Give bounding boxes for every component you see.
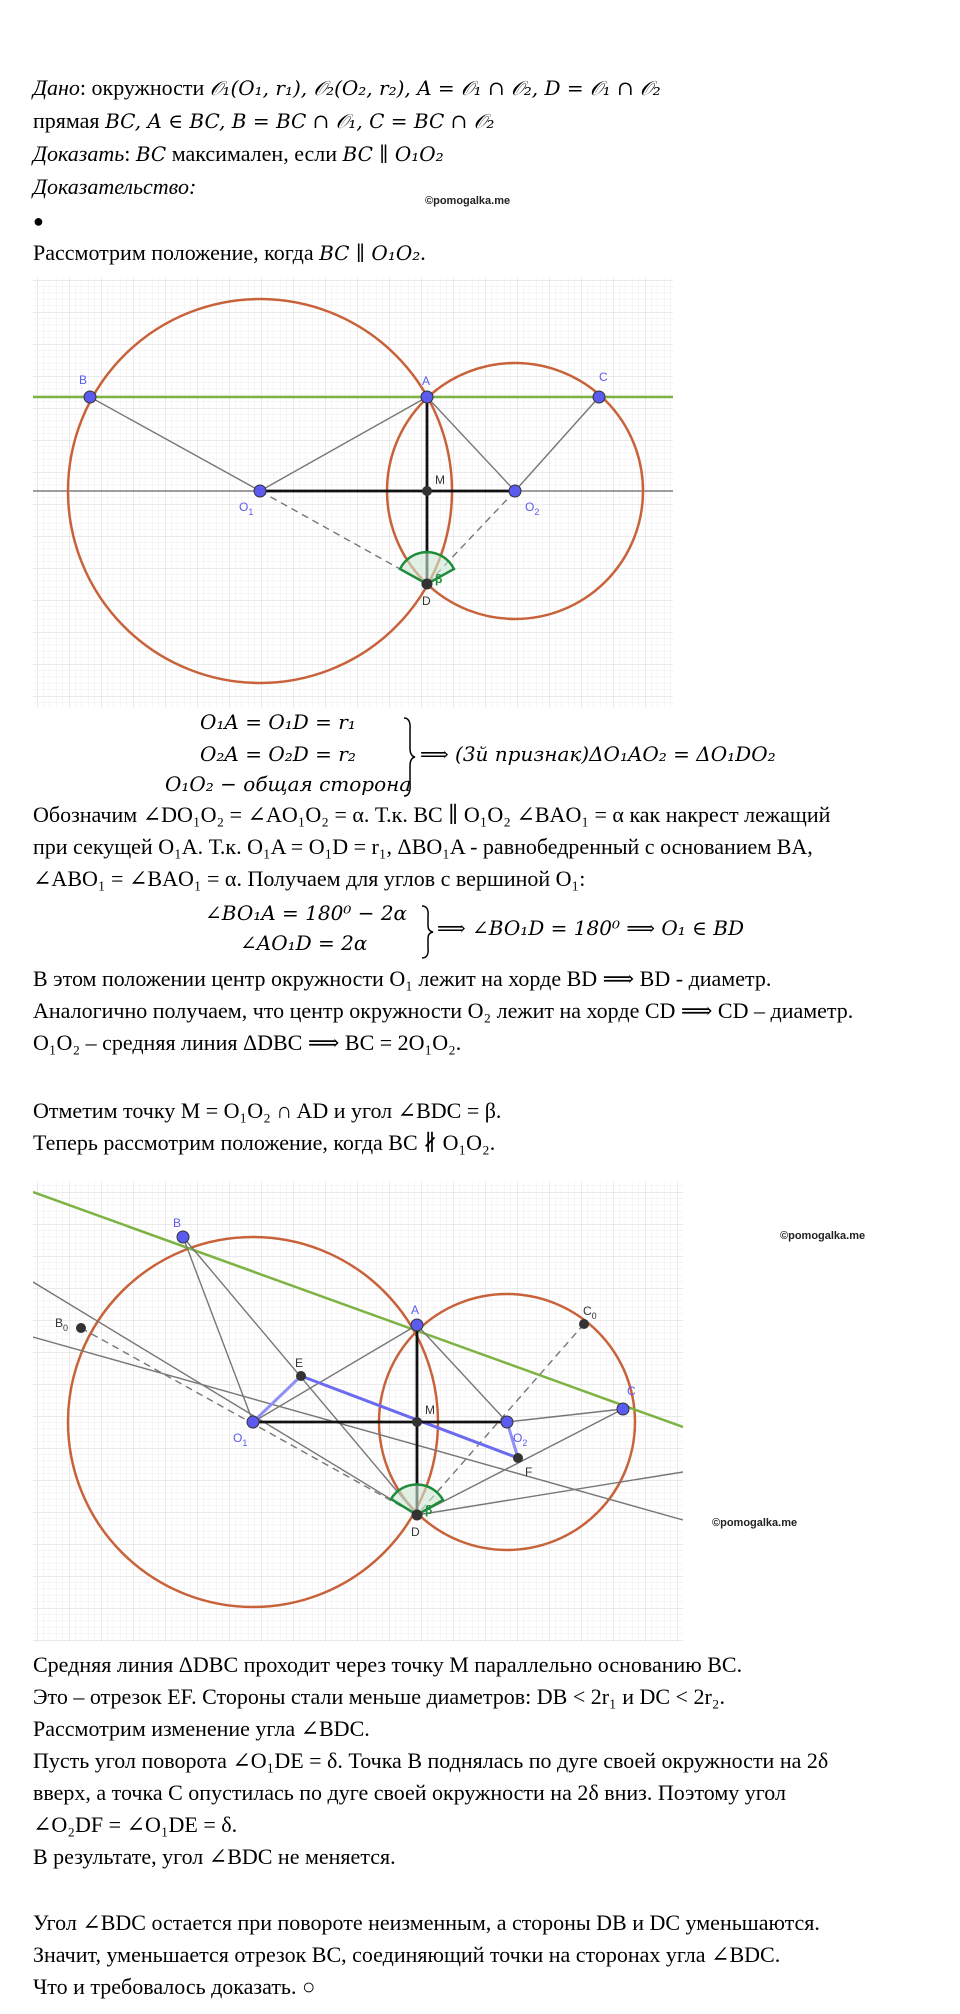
point-c0 bbox=[580, 1320, 589, 1329]
label-e: E bbox=[295, 1356, 304, 1370]
para-3-line-1: Средняя линия ΔDBC проходит через точку M параллельно основанию BC. bbox=[33, 1652, 743, 1677]
consider-dot: . bbox=[420, 240, 426, 265]
para-2-line-3: O₁O₂ – средняя линия ΔDBC ⟹ BC = 2O₁O₂. bbox=[33, 1030, 462, 1055]
prove-colon: : bbox=[124, 141, 136, 166]
given-math: 𝒪₁(O₁, r₁), 𝒪₂(O₂, r₂), A = 𝒪₁ ∩ 𝒪₂, D = 𝒪₁ ∩ 𝒪₂ bbox=[209, 76, 661, 100]
proof-heading: Доказательство: bbox=[33, 174, 197, 199]
system-1-row-2: O₂A = O₂D = r₂ bbox=[200, 742, 356, 766]
given-label: Дано bbox=[33, 75, 80, 100]
para-3-line-6: ∠O₂DF = ∠O₁DE = δ. bbox=[33, 1812, 238, 1837]
point-b0 bbox=[77, 1324, 86, 1333]
point-e bbox=[297, 1372, 306, 1381]
label-o1: $O_1$ bbox=[233, 1431, 248, 1448]
para-3-line-10: Что и требовалось доказать. ○ bbox=[33, 1974, 316, 1999]
point-a bbox=[421, 391, 433, 403]
label-beta: β bbox=[435, 572, 443, 586]
watermark-3: ©pomogalka.me bbox=[712, 1517, 798, 1529]
para-2-line-2: Аналогично получаем, что центр окружности O₂ лежит на хорде CD ⟹ CD – диаметр. bbox=[33, 998, 854, 1023]
para-3-line-3: Рассмотрим изменение угла ∠BDC. bbox=[33, 1716, 370, 1741]
para-2-line-4: Отметим точку M = O₁O₂ ∩ AD и угол ∠BDC = β. bbox=[33, 1098, 502, 1123]
para-1-line-3: ∠ABO₁ = ∠BAO₁ = α. Получаем для углов с вершиной O₁: bbox=[33, 866, 586, 891]
line-label: прямая bbox=[33, 108, 106, 133]
bullet: ● bbox=[33, 211, 44, 231]
point-o1 bbox=[247, 1416, 259, 1428]
prove-math-2: BC ∥ O₁O₂ bbox=[342, 142, 444, 166]
label-o1: $O_1$ bbox=[239, 500, 254, 517]
para-2-line-5: Теперь рассмотрим положение, когда BC ∦ O₁O₂. bbox=[33, 1130, 496, 1155]
para-1-line-1: Обозначим ∠DO₁O₂ = ∠AO₁O₂ = α. Т.к. BC ∥ O₁O₂ ∠BAO₁ = α как накрест лежащий bbox=[33, 802, 831, 827]
brace-1 bbox=[402, 716, 416, 798]
given-line-2 bbox=[33, 106, 494, 136]
system-2-row-1: ∠BO₁A = 180⁰ − 2α bbox=[205, 901, 408, 925]
para-3-line-5: вверх, а точка C опустилась по дуге своей окружности на 2δ вниз. Поэтому угол bbox=[33, 1780, 786, 1805]
para-2-line-1: В этом положении центр окружности O₁ лежит на хорде BD ⟹ BD - диаметр. bbox=[33, 966, 772, 991]
system-1-result: ⟹ (3й признак)ΔO₁AO₂ = ΔO₁DO₂ bbox=[420, 742, 776, 766]
label-d: D bbox=[411, 1525, 420, 1539]
line-math: BC, A ∈ BC, B = BC ∩ 𝒪₁, C = BC ∩ 𝒪₂ bbox=[105, 109, 495, 133]
point-b bbox=[84, 391, 96, 403]
point-m bbox=[413, 1418, 422, 1427]
point-d bbox=[412, 1510, 422, 1520]
label-o2: $O_2$ bbox=[525, 500, 540, 517]
point-c bbox=[617, 1403, 629, 1415]
grid bbox=[33, 278, 673, 708]
system-2-result: ⟹ ∠BO₁D = 180⁰ ⟹ O₁ ∈ BD bbox=[437, 916, 745, 940]
label-c: C bbox=[627, 1384, 636, 1398]
point-c bbox=[593, 391, 605, 403]
label-a: A bbox=[422, 374, 431, 388]
label-f: F bbox=[525, 1465, 533, 1479]
watermark-1: ©pomogalka.me bbox=[425, 195, 511, 207]
label-c: C bbox=[599, 370, 608, 384]
para-3-line-7: В результате, угол ∠BDC не меняется. bbox=[33, 1844, 396, 1869]
system-1-row-1: O₁A = O₁D = r₁ bbox=[200, 710, 356, 734]
consider-math: BC ∥ O₁O₂ bbox=[319, 241, 421, 265]
prove-text: максимален, если bbox=[166, 141, 343, 166]
label-b0: $B_0$ bbox=[55, 1316, 69, 1333]
point-o1 bbox=[254, 485, 266, 497]
label-b: B bbox=[79, 373, 88, 387]
label-m: M bbox=[425, 1403, 435, 1417]
para-3-line-4: Пусть угол поворота ∠O₁DE = δ. Точка B поднялась по дуге своей окружности на 2δ bbox=[33, 1748, 829, 1773]
point-m bbox=[423, 487, 432, 496]
para-3-line-9: Значит, уменьшается отрезок BC, соединяющий точки на сторонах угла ∠BDC. bbox=[33, 1942, 781, 1967]
label-a: A bbox=[411, 1303, 420, 1317]
label-m: M bbox=[435, 473, 445, 487]
label-c0: $C_0$ bbox=[583, 1304, 597, 1321]
consider-line bbox=[33, 238, 426, 268]
prove-label: Доказать bbox=[33, 141, 125, 166]
para-3-line-2: Это – отрезок EF. Стороны стали меньше диаметров: DB < 2r₁ и DC < 2r₂. bbox=[33, 1684, 725, 1709]
label-beta: β bbox=[425, 1503, 433, 1517]
point-d bbox=[422, 579, 432, 589]
point-a bbox=[411, 1319, 423, 1331]
para-3-line-8: Угол ∠BDC остается при повороте неизменным, а стороны DB и DC уменьшаются. bbox=[33, 1910, 820, 1935]
label-d: D bbox=[422, 594, 431, 608]
point-f bbox=[514, 1454, 523, 1463]
label-o2: $O_2$ bbox=[513, 1431, 528, 1448]
system-1-row-3: O₁O₂ − общая сторона bbox=[165, 772, 412, 796]
consider-text: Рассмотрим положение, когда bbox=[33, 240, 320, 265]
figure-1 bbox=[33, 278, 673, 708]
label-b: B bbox=[173, 1216, 182, 1230]
system-2-row-2: ∠AO₁D = 2α bbox=[240, 931, 368, 955]
watermark-2: ©pomogalka.me bbox=[780, 1230, 866, 1242]
para-1-line-2: при секущей O₁A. Т.к. O₁A = O₁D = r₁, ΔBO₁A - равнобедренный с основанием BA, bbox=[33, 834, 813, 859]
prove-math-1: BC bbox=[135, 142, 167, 166]
point-o2 bbox=[501, 1416, 513, 1428]
point-o2 bbox=[509, 485, 521, 497]
prove-line bbox=[33, 139, 444, 169]
point-b bbox=[177, 1231, 189, 1243]
figure-2 bbox=[33, 1182, 683, 1642]
given-line bbox=[33, 73, 661, 103]
brace-2 bbox=[420, 904, 434, 960]
given-text: : окружности bbox=[79, 75, 210, 100]
